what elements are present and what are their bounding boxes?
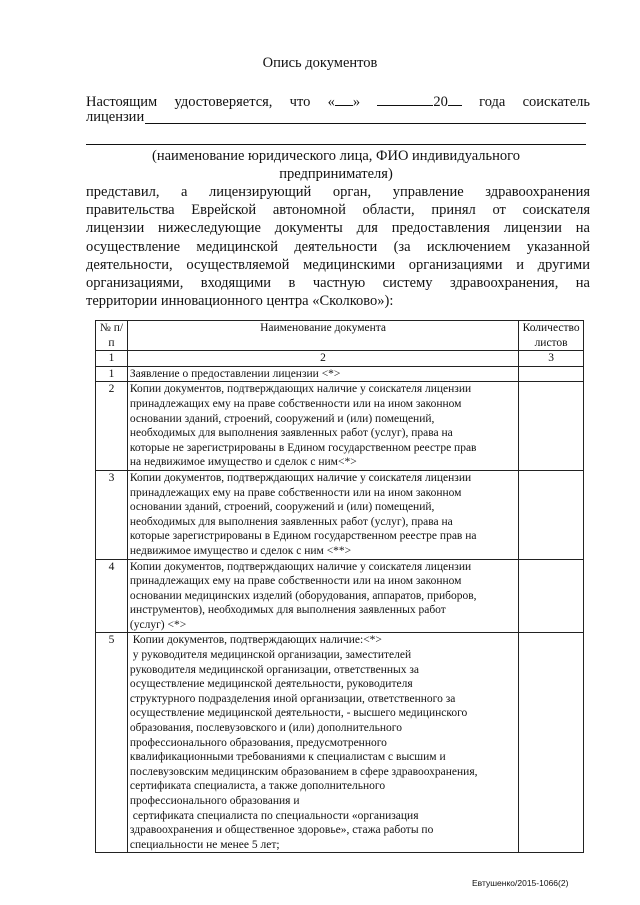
footer-reference: Евтушенко/2015-1066(2) xyxy=(472,878,569,888)
header-document-name: Наименование документа xyxy=(127,321,518,351)
document-name-line: (услуг) <*> xyxy=(129,618,187,631)
document-name-line: принадлежащих ему на праве собственности или на ином законном xyxy=(129,397,462,410)
document-name-line: послевузовским медицинским образованием в сфере здравоохранения, xyxy=(129,765,478,778)
document-name-line: Копии документов, подтверждающих наличие у соискателя лицензии xyxy=(129,471,472,484)
document-name-line: которые зарегистрированы в Едином государственном реестре прав на xyxy=(129,530,477,543)
table-row xyxy=(96,366,584,382)
document-name-line: Копии документов, подтверждающих наличие у соискателя лицензии xyxy=(129,560,472,573)
row-number: 5 xyxy=(96,633,128,853)
day-blank xyxy=(335,92,353,106)
document-name-line: здравоохранения и общественное здоровье», стажа работы по xyxy=(129,824,434,837)
document-name-line: сертификата специалиста по специальности «организация xyxy=(129,809,419,822)
column-number: 3 xyxy=(519,351,584,367)
document-name-line: Копии документов, подтверждающих наличие:<*> xyxy=(129,634,382,647)
document-name-line: осуществление медицинской деятельности, руководителя xyxy=(129,678,413,691)
body-paragraph xyxy=(86,183,590,310)
caption-line: (наименование юридического лица, ФИО индивидуального xyxy=(151,148,521,164)
document-name-line: руководителя медицинской организации, ответственных за xyxy=(129,663,420,676)
license-applicant-label: лицензии xyxy=(86,109,145,125)
sheet-count-cell xyxy=(519,470,584,559)
paragraph-line: представил, а лицензирующий орган, управление здравоохранения xyxy=(86,184,590,200)
row-number: 4 xyxy=(96,559,128,633)
document-name-line: принадлежащих ему на праве собственности или на ином законном xyxy=(129,575,462,588)
documents-table xyxy=(95,320,584,853)
document-name-line: осуществление медицинской деятельности, - высшего медицинского xyxy=(129,707,468,720)
table-row xyxy=(96,559,584,633)
document-title: Опись документов xyxy=(262,55,378,71)
document-name-line: необходимых для выполнения заявленных работ (услуг), права на xyxy=(129,427,453,440)
column-numbers-row xyxy=(96,351,584,367)
caption-line: предпринимателя) xyxy=(279,166,393,182)
document-name-line: недвижимое имущество и сделок с ним <**> xyxy=(129,544,352,557)
document-name-line: квалификационными требованиями к специалистам с высшим и xyxy=(129,751,446,764)
paragraph-line: территории инновационного центра «Сколково»): xyxy=(86,293,394,310)
month-blank xyxy=(377,92,433,106)
sheet-count-cell xyxy=(519,366,584,382)
certification-start: Настоящим удостоверяется, что « xyxy=(86,94,335,110)
sheet-count-cell xyxy=(519,633,584,853)
document-name-line: у руководителя медицинской организации, заместителей xyxy=(129,649,412,662)
certification-line xyxy=(86,92,590,111)
row-number: 1 xyxy=(96,366,128,382)
document-name-line: принадлежащих ему на праве собственности или на ином законном xyxy=(129,486,462,499)
document-name-line: необходимых для выполнения заявленных работ (услуг), права на xyxy=(129,515,453,528)
table-row xyxy=(96,470,584,559)
document-name-cell xyxy=(127,470,518,559)
sheet-count-cell xyxy=(519,382,584,471)
document-name-line: профессионального образования, предусмотренного xyxy=(129,736,387,749)
applicant-name-line xyxy=(145,123,586,124)
row-number: 2 xyxy=(96,382,128,471)
document-name-line: Заявление о предоставлении лицензии <*> xyxy=(129,367,341,380)
paragraph-line: правительства Еврейской автономной области, принял от соискателя xyxy=(86,202,590,219)
document-name-line: на недвижимое имущество и сделок с ним<*> xyxy=(129,456,357,469)
name-caption xyxy=(86,147,586,183)
document-name-line: инструментов), необходимых для выполнения заявленных работ xyxy=(129,604,446,617)
document-name-line: основании медицинских изделий (оборудования, аппаратов, приборов, xyxy=(129,589,477,602)
year-prefix: 20 xyxy=(433,94,448,110)
document-name-line: образования, послевузовского и (или) дополнительного xyxy=(129,722,402,735)
document-name-cell xyxy=(127,382,518,471)
document-name-line: специальности не менее 5 лет; xyxy=(129,838,280,851)
document-name-cell xyxy=(127,559,518,633)
table-header-row xyxy=(96,321,584,351)
table-row xyxy=(96,633,584,853)
document-name-line: Копии документов, подтверждающих наличие у соискателя лицензии xyxy=(129,383,472,396)
row-number: 3 xyxy=(96,470,128,559)
document-name-line: сертификата специалиста, а также дополнительного xyxy=(129,780,386,793)
table-row xyxy=(96,382,584,471)
document-name-line: структурного подразделения иной организации, ответственного за xyxy=(129,692,456,705)
document-name-line: основании зданий, строений, сооружений и (или) помещений, xyxy=(129,501,435,514)
paragraph-line: лицензии нижеследующие документы для предоставления лицензии на xyxy=(86,220,590,237)
document-name-line: основании зданий, строений, сооружений и (или) помещений, xyxy=(129,412,435,425)
column-number: 2 xyxy=(127,351,518,367)
certification-end: года соискатель xyxy=(479,94,590,110)
document-name-line: профессионального образования и xyxy=(129,795,300,807)
certification-mid: » xyxy=(352,94,361,110)
applicant-name-line-2 xyxy=(86,144,586,145)
column-number: 1 xyxy=(96,351,128,367)
document-name-line: которые не зарегистрированы в Едином государственном реестре прав xyxy=(129,441,477,454)
document-name-cell xyxy=(127,366,518,382)
year-blank xyxy=(448,92,462,106)
paragraph-line: деятельности, осуществляемой медицинскими организациями и другими xyxy=(86,256,590,273)
table-body xyxy=(96,366,584,853)
document-name-cell xyxy=(127,633,518,853)
header-number: № п/п xyxy=(96,321,128,351)
sheet-count-cell xyxy=(519,559,584,633)
header-sheet-count: Количество листов xyxy=(519,321,584,351)
paragraph-line: осуществление медицинской деятельности (за исключением указанной xyxy=(86,238,590,255)
paragraph-line: организациями, входящими в частную систему здравоохранения, на xyxy=(86,275,590,292)
